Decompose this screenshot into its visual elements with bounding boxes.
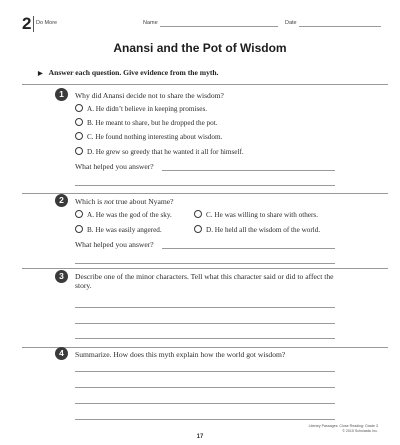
question-2-prompt: Which is not true about Nyame? bbox=[75, 197, 174, 206]
q4-answer-line-2[interactable] bbox=[75, 387, 335, 388]
question-3-number: 3 bbox=[55, 270, 68, 283]
radio-icon bbox=[75, 210, 83, 218]
q2-answer-line-1[interactable] bbox=[162, 248, 335, 249]
q3-answer-line-2[interactable] bbox=[75, 323, 335, 324]
q1-helped-label: What helped you answer? bbox=[75, 162, 154, 171]
header-divider bbox=[33, 16, 34, 32]
q2-helped-label: What helped you answer? bbox=[75, 240, 154, 249]
question-1-prompt: Why did Anansi decide not to share the wisdom? bbox=[75, 91, 224, 100]
radio-icon bbox=[75, 147, 83, 155]
page-label: 2 bbox=[22, 14, 32, 33]
q1-option-d[interactable]: D. He grew so greedy that he wanted it all for himself. bbox=[75, 147, 244, 157]
date-field[interactable] bbox=[299, 26, 381, 27]
divider-q3 bbox=[22, 268, 388, 269]
divider-q2 bbox=[22, 193, 388, 194]
q2-option-b[interactable]: B. He was easily angered. bbox=[75, 225, 162, 235]
credit-line-1: Literary Passages: Close Reading: Grade 3 bbox=[308, 424, 378, 428]
instruction: ▶ Answer each question. Give evidence from the myth. bbox=[38, 68, 219, 77]
q1-option-b[interactable]: B. He meant to share, but he dropped the pot. bbox=[75, 118, 218, 128]
q3-answer-line-1[interactable] bbox=[75, 307, 335, 308]
q1-answer-line-1[interactable] bbox=[162, 170, 335, 171]
radio-icon bbox=[75, 118, 83, 126]
radio-icon bbox=[194, 210, 202, 218]
date-label: Date bbox=[285, 20, 297, 26]
question-2-number: 2 bbox=[55, 194, 68, 207]
q2-option-a[interactable]: A. He was the god of the sky. bbox=[75, 210, 172, 220]
q1-option-c[interactable]: C. He found nothing interesting about wisdom. bbox=[75, 132, 222, 142]
play-arrow-icon: ▶ bbox=[38, 71, 43, 77]
question-3-prompt: Describe one of the minor characters. Tell what this character said or did to affect the story. bbox=[75, 272, 334, 290]
q2-option-d[interactable]: D. He held all the wisdom of the world. bbox=[194, 225, 320, 235]
section-label: Do More bbox=[36, 20, 58, 26]
q4-answer-line-4[interactable] bbox=[75, 419, 335, 420]
q3-answer-line-3[interactable] bbox=[75, 338, 335, 339]
question-1-number: 1 bbox=[55, 88, 68, 101]
q2-answer-line-2[interactable] bbox=[75, 263, 335, 264]
radio-icon bbox=[75, 225, 83, 233]
name-label: Name bbox=[143, 20, 158, 26]
q4-answer-line-3[interactable] bbox=[75, 403, 335, 404]
q1-answer-line-2[interactable] bbox=[75, 185, 335, 186]
divider-q1 bbox=[22, 84, 388, 85]
question-4-prompt: Summarize. How does this myth explain how the world got wisdom? bbox=[75, 350, 286, 359]
credit-line-2: © 2015 Scholastic Inc. bbox=[342, 429, 378, 433]
divider-q4 bbox=[22, 347, 388, 348]
radio-icon bbox=[75, 132, 83, 140]
name-field[interactable] bbox=[160, 26, 278, 27]
q1-option-a[interactable]: A. He didn’t believe in keeping promises. bbox=[75, 104, 207, 114]
q2-option-c[interactable]: C. He was willing to share with others. bbox=[194, 210, 318, 220]
page-title: Anansi and the Pot of Wisdom bbox=[113, 41, 287, 55]
question-4-number: 4 bbox=[55, 347, 68, 360]
radio-icon bbox=[194, 225, 202, 233]
q4-answer-line-1[interactable] bbox=[75, 371, 335, 372]
radio-icon bbox=[75, 104, 83, 112]
page-number: 17 bbox=[196, 434, 204, 440]
